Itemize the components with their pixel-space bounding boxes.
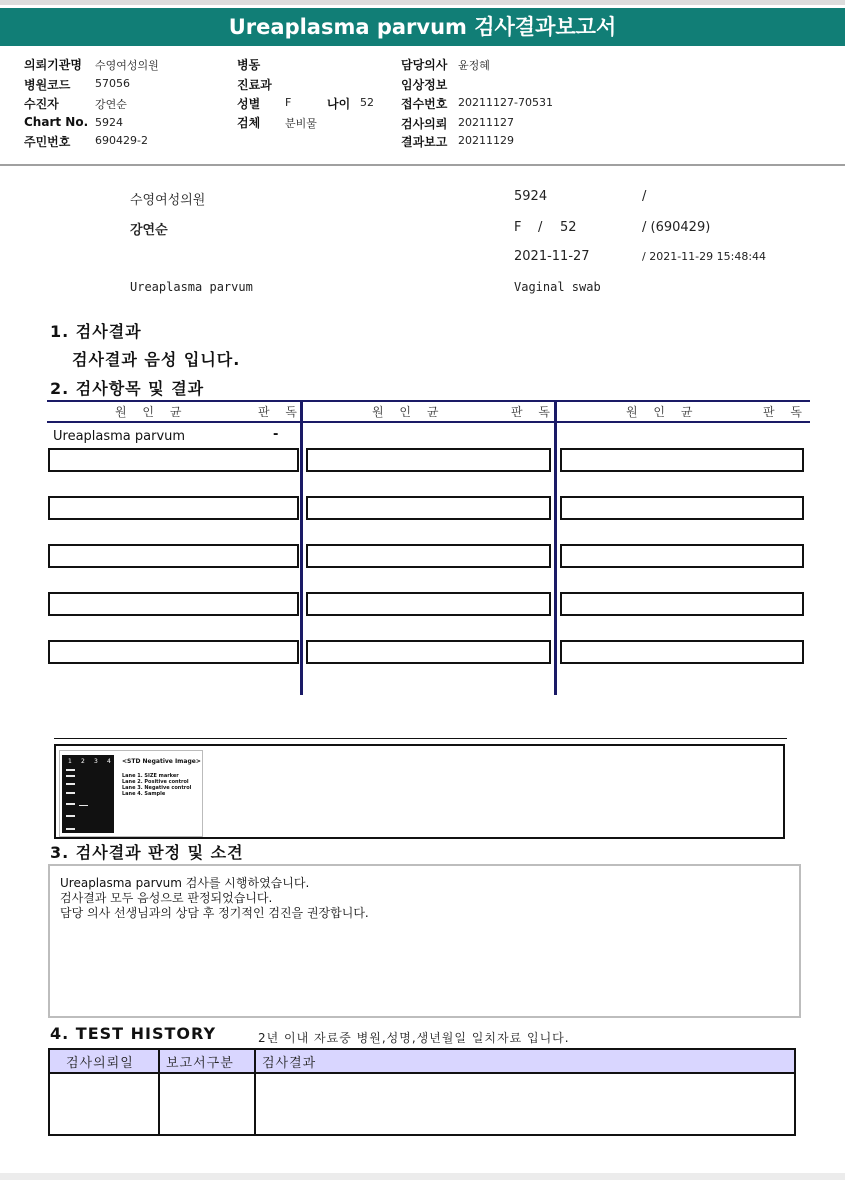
- gel-band: [66, 783, 75, 785]
- summary-reported: / 2021-11-29 15:48:44: [642, 250, 767, 263]
- result-box: [560, 496, 804, 520]
- gel-title: <STD Negative Image>: [122, 758, 201, 765]
- section3-heading: 3. 검사결과 판정 및 소견: [50, 843, 244, 862]
- report-value: 20211129: [458, 134, 514, 147]
- gel-band: [79, 805, 88, 806]
- result-box: [48, 496, 299, 520]
- gel-band: [66, 775, 75, 777]
- age-label: 나이: [327, 97, 351, 111]
- summary-received: 2021-11-27: [514, 249, 590, 264]
- summary-specimen: Vaginal swab: [514, 280, 601, 294]
- patient-header: [0, 46, 845, 166]
- lane-number: 4: [107, 758, 111, 765]
- patient-label: 수진자: [24, 97, 59, 111]
- section1-heading: 1. 검사결과: [50, 322, 142, 341]
- opinion-line: Ureaplasma parvum 검사를 시행하였습니다.: [60, 876, 310, 890]
- section1-result: 검사결과 음성 입니다.: [72, 350, 241, 369]
- grid-divider-2: [554, 400, 557, 695]
- clinical-label: 임상정보: [401, 78, 448, 92]
- result-box: [48, 544, 299, 568]
- receipt-label: 접수번호: [401, 97, 448, 111]
- result-grid: [47, 400, 810, 695]
- history-col-divider: [158, 1050, 160, 1134]
- gel-lane-label: Lane 2. Positive control: [122, 779, 189, 785]
- summary-patient: 강연순: [130, 223, 168, 238]
- age-value: 52: [360, 96, 374, 109]
- code-label: 병원코드: [24, 78, 71, 92]
- row1-result: -: [273, 427, 279, 442]
- sex-value: F: [285, 96, 292, 109]
- result-box: [306, 592, 551, 616]
- id-value: 690429-2: [95, 134, 148, 147]
- history-col-type: 보고서구분: [166, 1056, 234, 1071]
- lane-number: 2: [81, 758, 85, 765]
- result-box: [48, 448, 299, 472]
- doctor-value: 윤정혜: [458, 59, 490, 72]
- top-bar: [0, 0, 845, 5]
- col3-organism: 원 인 균: [626, 405, 699, 419]
- summary-sex: F: [514, 220, 522, 235]
- specimen-label: 검체: [237, 116, 261, 130]
- chart-value: 5924: [95, 116, 123, 129]
- history-table: [48, 1048, 796, 1136]
- result-box: [306, 496, 551, 520]
- section4-heading: 4. TEST HISTORY: [50, 1024, 217, 1043]
- result-box: [560, 640, 804, 664]
- gel-lane-label: Lane 1. SIZE marker: [122, 773, 179, 779]
- gel-electrophoresis-image: [62, 755, 114, 833]
- summary-test: Ureaplasma parvum: [130, 280, 253, 294]
- col3-result: 판 독: [763, 405, 808, 419]
- sex-label: 성별: [237, 97, 261, 111]
- col1-organism: 원 인 균: [115, 405, 188, 419]
- result-box: [306, 544, 551, 568]
- result-box: [560, 448, 804, 472]
- request-label: 검사의뢰: [401, 117, 448, 131]
- opinion-line: 담당 의사 선생님과의 상담 후 정기적인 검진을 권장합니다.: [60, 906, 369, 920]
- report-label: 결과보고: [401, 135, 448, 149]
- grid-divider-1: [300, 400, 303, 695]
- grid-header-line: [47, 421, 810, 423]
- gel-band: [66, 769, 75, 771]
- doctor-label: 담당의사: [401, 58, 448, 72]
- result-box: [306, 448, 551, 472]
- id-label: 주민번호: [24, 135, 71, 149]
- result-box: [306, 640, 551, 664]
- row1-organism: Ureaplasma parvum: [53, 429, 186, 444]
- result-box: [48, 592, 299, 616]
- ward-label: 병동: [237, 58, 261, 72]
- col1-result: 판 독: [258, 405, 303, 419]
- specimen-value: 분비물: [285, 117, 317, 130]
- result-box: [560, 544, 804, 568]
- history-table-header: [50, 1050, 794, 1074]
- opinion-line: 검사결과 모두 음성으로 판정되었습니다.: [60, 891, 273, 905]
- chart-label: Chart No.: [24, 115, 89, 129]
- gel-image-card: [59, 750, 203, 837]
- gel-lane-label: Lane 4. Sample: [122, 791, 166, 797]
- grid-top-line: [47, 400, 810, 402]
- bottom-bar: [0, 1173, 845, 1180]
- dept-label: 진료과: [237, 78, 272, 92]
- lane-number: 1: [68, 758, 72, 765]
- summary-sep: /: [538, 220, 543, 235]
- summary-hospital: 수영여성의원: [130, 193, 206, 208]
- hospital-value: 수영여성의원: [95, 59, 159, 72]
- code-value: 57056: [95, 77, 130, 90]
- col2-result: 판 독: [511, 405, 556, 419]
- request-value: 20211127: [458, 116, 514, 129]
- lane-number: 3: [94, 758, 98, 765]
- result-box: [560, 592, 804, 616]
- gel-band: [66, 792, 75, 794]
- gel-separator: [54, 738, 787, 739]
- hospital-label: 의뢰기관명: [24, 58, 82, 72]
- gel-band: [66, 815, 75, 817]
- result-box: [48, 640, 299, 664]
- gel-band: [66, 828, 75, 830]
- receipt-value: 20211127-70531: [458, 96, 553, 109]
- summary-chart: 5924: [514, 189, 548, 204]
- summary-slash: /: [642, 189, 647, 204]
- section2-heading: 2. 검사항목 및 결과: [50, 379, 205, 398]
- history-col-result: 검사결과: [262, 1056, 317, 1071]
- summary-age: 52: [560, 220, 577, 235]
- history-col-divider: [254, 1050, 256, 1134]
- report-title: Ureaplasma parvum 검사결과보고서: [0, 8, 845, 46]
- patient-value: 강연순: [95, 98, 127, 111]
- history-note: 2년 이내 자료중 병원,성명,생년월일 일치자료 입니다.: [258, 1031, 570, 1045]
- summary-birth: / (690429): [642, 220, 711, 235]
- gel-lane-label: Lane 3. Negative control: [122, 785, 192, 791]
- opinion-box: [48, 864, 801, 1018]
- history-col-date: 검사의뢰일: [66, 1056, 134, 1071]
- col2-organism: 원 인 균: [372, 405, 445, 419]
- gel-band: [66, 803, 75, 805]
